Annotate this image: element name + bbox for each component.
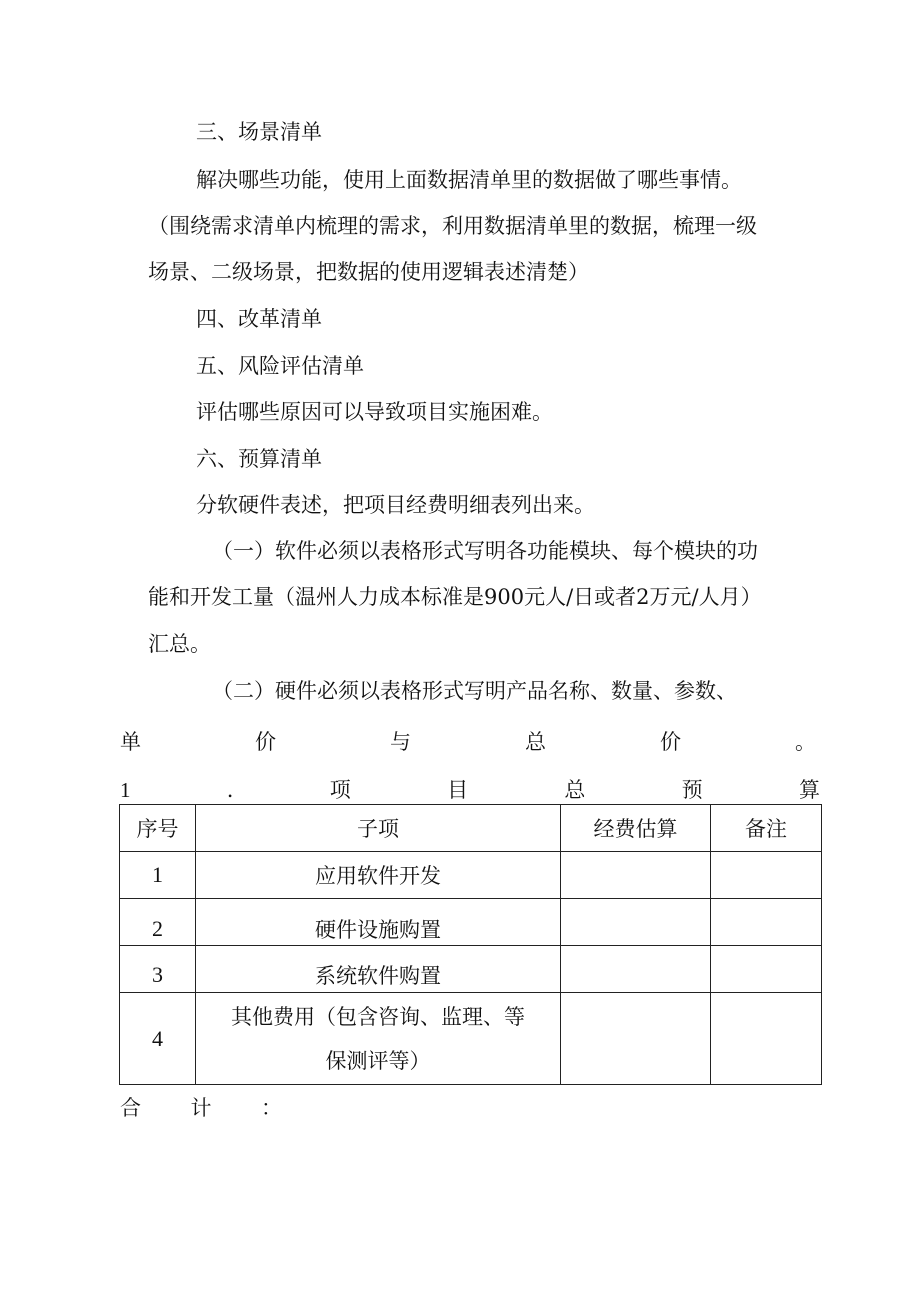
row-note	[711, 852, 822, 899]
row-cost	[561, 946, 711, 993]
table-row	[120, 946, 822, 993]
row-number: 4	[120, 993, 196, 1085]
subsection2-line2	[120, 727, 816, 757]
row-item-line1: 其他费用（包含咨询、监理、等	[231, 1004, 525, 1029]
budget-table	[119, 804, 822, 1085]
subsection1-line3: 汇总。	[148, 632, 211, 656]
subsection2-line1: （二）硬件必须以表格形式写明产品名称、数量、参数、	[212, 679, 737, 703]
section3-note-line2: 场景、二级场景，把数据的使用逻辑表述清楚）	[148, 260, 589, 284]
section4-title: 四、改革清单	[196, 307, 322, 331]
table-caption-char: 总	[564, 778, 586, 802]
header-cell-cost: 经费估算	[561, 805, 711, 852]
total-char: ：	[261, 1096, 282, 1120]
row-cost	[561, 852, 711, 899]
row-number: 1	[120, 852, 196, 899]
table-caption	[120, 775, 820, 805]
row-item: 应用软件开发	[196, 852, 561, 899]
subsection2-char: 价	[660, 730, 681, 754]
table-row	[120, 899, 822, 946]
subsection1-line2: 能和开发工量（温州人力成本标准是900元人/日或者2万元/人月）	[148, 585, 762, 609]
row-note	[711, 899, 822, 946]
table-caption-char: 1	[120, 778, 131, 802]
row-item-line2: 保测评等）	[325, 1048, 431, 1073]
row-cost	[561, 993, 711, 1085]
header-cell-no: 序号	[120, 805, 196, 852]
subsection2-char: 价	[255, 730, 276, 754]
header-cell-note: 备注	[711, 805, 822, 852]
total-char: 计	[190, 1096, 212, 1120]
subsection1-line1: （一）软件必须以表格形式写明各功能模块、每个模块的功	[212, 539, 758, 563]
table-caption-char: 项	[329, 778, 351, 802]
table-row	[120, 993, 822, 1085]
row-item: 硬件设施购置	[196, 899, 561, 946]
table-caption-char: 目	[447, 778, 469, 802]
subsection2-char: 与	[390, 730, 411, 754]
row-item: 系统软件购置	[196, 946, 561, 993]
section5-title: 五、风险评估清单	[196, 354, 364, 378]
total-char: 合	[120, 1096, 141, 1120]
table-caption-char: 算	[798, 778, 820, 802]
section6-description: 分软硬件表述，把项目经费明细表列出来。	[196, 493, 595, 517]
subsection2-char: 总	[525, 730, 546, 754]
subsection2-char: 。	[795, 730, 816, 754]
total-line	[120, 1093, 282, 1123]
table-header-row	[120, 805, 822, 852]
section5-description: 评估哪些原因可以导致项目实施困难。	[196, 400, 553, 424]
row-note	[711, 946, 822, 993]
table-caption-char: 预	[681, 778, 703, 802]
row-number: 3	[120, 946, 196, 993]
row-note	[711, 993, 822, 1085]
section3-description: 解决哪些功能，使用上面数据清单里的数据做了哪些事情。	[196, 168, 742, 192]
section3-title: 三、场景清单	[196, 120, 322, 144]
row-item	[196, 993, 561, 1085]
table-row	[120, 852, 822, 899]
table-caption-char: .	[226, 778, 234, 802]
subsection2-char: 单	[120, 730, 141, 754]
row-cost	[561, 899, 711, 946]
row-number: 2	[120, 899, 196, 946]
section3-note-line1: （围绕需求清单内梳理的需求，利用数据清单里的数据，梳理一级	[148, 214, 757, 238]
header-cell-item: 子项	[196, 805, 561, 852]
section6-title: 六、预算清单	[196, 447, 322, 471]
